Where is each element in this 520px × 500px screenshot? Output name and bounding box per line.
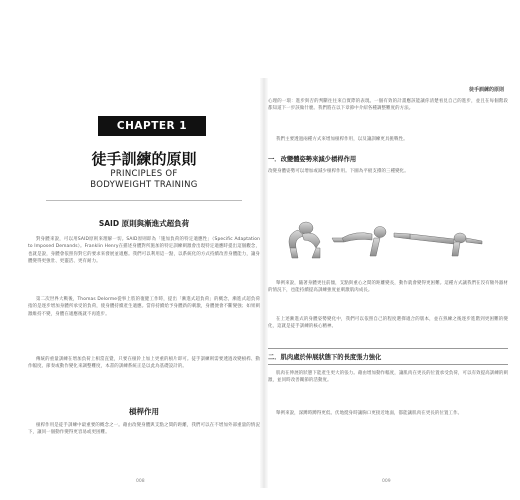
- mid-paragraph: 舉例來說，隨著身體更往前傾，支點與重心之間的距離變長，動作就會變得更困難。這種方式讓我們在沒有額外器材的情況下，也能持續提高訓練強度並刺激肌肉成長。: [268, 281, 508, 294]
- paragraph-2: 第二次世界大戰後，Thomas Delorme從事上肢的復健工作時，提出「漸進式超負荷」的概念，漸進式超負荷指的是逐步增加身體所承受的負荷，使身體持續產生適應。當你持續給予身體新的刺激，身體便會不斷變強；如果刺激維持不變，身體在適應後就不再進步。: [28, 297, 260, 317]
- section-rule-bottom: [268, 364, 508, 365]
- mid-paragraph-2: 在上述漸進式的身體姿勢變化中，我們可以依照自己的程度選擇適合的版本，並在熟練之後逐步進階到更困難的變化，這就是徒手訓練的核心精神。: [268, 317, 508, 330]
- left-page: [28, 78, 260, 488]
- figure-tuck-plank: [289, 222, 320, 258]
- page-number-right: 009: [382, 479, 391, 484]
- right-page: [268, 78, 508, 488]
- paragraph-3: 傳統的重量訓練在增加負荷上相當直覺，只要在槓鈴上加上更重的槓片即可。徒手訓練則需要透過改變槓桿、動作幅度、節奏或動作變化來調整難度，本書的訓練系統正是以此為基礎設計的。: [28, 357, 260, 370]
- figure-full-plank: [394, 233, 482, 256]
- section-heading-said: SAID 原則與漸進式超負荷: [98, 219, 190, 228]
- section-heading-lengthened-tension: 二．肌肉處於伸展狀態下的長度張力強化: [268, 354, 382, 361]
- intro-paragraph-2: 我們主要透過兩種方式來增加槓桿作用，以及讓訓練更具挑戰性。: [276, 137, 408, 142]
- running-header: 徒手訓練的原則: [468, 87, 504, 93]
- section-rule-top: [268, 348, 508, 349]
- page-number-left: 008: [136, 479, 145, 484]
- section-heading-body-position: 一．改變體姿勢來減少槓桿作用: [268, 156, 357, 163]
- intro-paragraph: 心理的一環：進步與否的判斷往往來自實際的表現。一個有效的計畫應該能讓你清楚看見自己的進步，並且在每個階段都知道下一步該做什麼。我們將在以下章節中介紹各種調整難度的方法。: [268, 99, 508, 112]
- chapter-subtitle: [28, 169, 260, 191]
- paragraph-leverage: 槓桿作用是徒手訓練中最重要的概念之一。藉由改變身體與支點之間的距離，我們可以在不增加外部重量的情況下，讓同一個動作變得更容易或更困難。: [28, 423, 260, 436]
- closing-paragraph: 舉例來說，深蹲時蹲得更低、伏地挺身時讓胸口更接近地面，都能讓肌肉在更長的位置工作。: [276, 411, 463, 416]
- section-sub-body-position: 改變身體姿勢可以增加或減少槓桿作用。下圖為平板支撐的三種變化。: [268, 169, 409, 174]
- plank-progression-figure: [276, 208, 500, 270]
- figure-straddle-plank: [332, 227, 386, 257]
- chapter-label: CHAPTER 1: [98, 116, 206, 136]
- paragraph-1: 對身體來說，可以用SAID原則來理解一切。SAID原則即為「施加負荷的特定適應性」（Specific Adaptation to Imposed Demands）。Franklin Henry在描述身體對所施加的特定訓練刺激會出現特定適應時提出這個觀念，也就是說，身體會依照你對它的要求來發展並適應。我們可以利用這一點，以系統化的方式持續改善身體能力，讓身體變得更強壯、更靈活、更有耐力。: [28, 237, 260, 264]
- chapter-title: 徒手訓練的原則: [91, 150, 197, 168]
- chapter-subtitle-line2: BODYWEIGHT TRAINING: [90, 180, 198, 190]
- section-heading-leverage: 槓桿作用: [129, 407, 159, 416]
- chapter-subtitle-line1: PRINCIPLES OF: [110, 169, 178, 179]
- title-divider: [46, 200, 242, 201]
- lengthened-tension-paragraph: 肌肉在伸展的狀態下能產生更大的張力。藉由增加動作幅度，讓肌肉在更長的位置承受負荷，可以有效提高訓練的刺激，並同時改善關節的活動度。: [268, 371, 508, 384]
